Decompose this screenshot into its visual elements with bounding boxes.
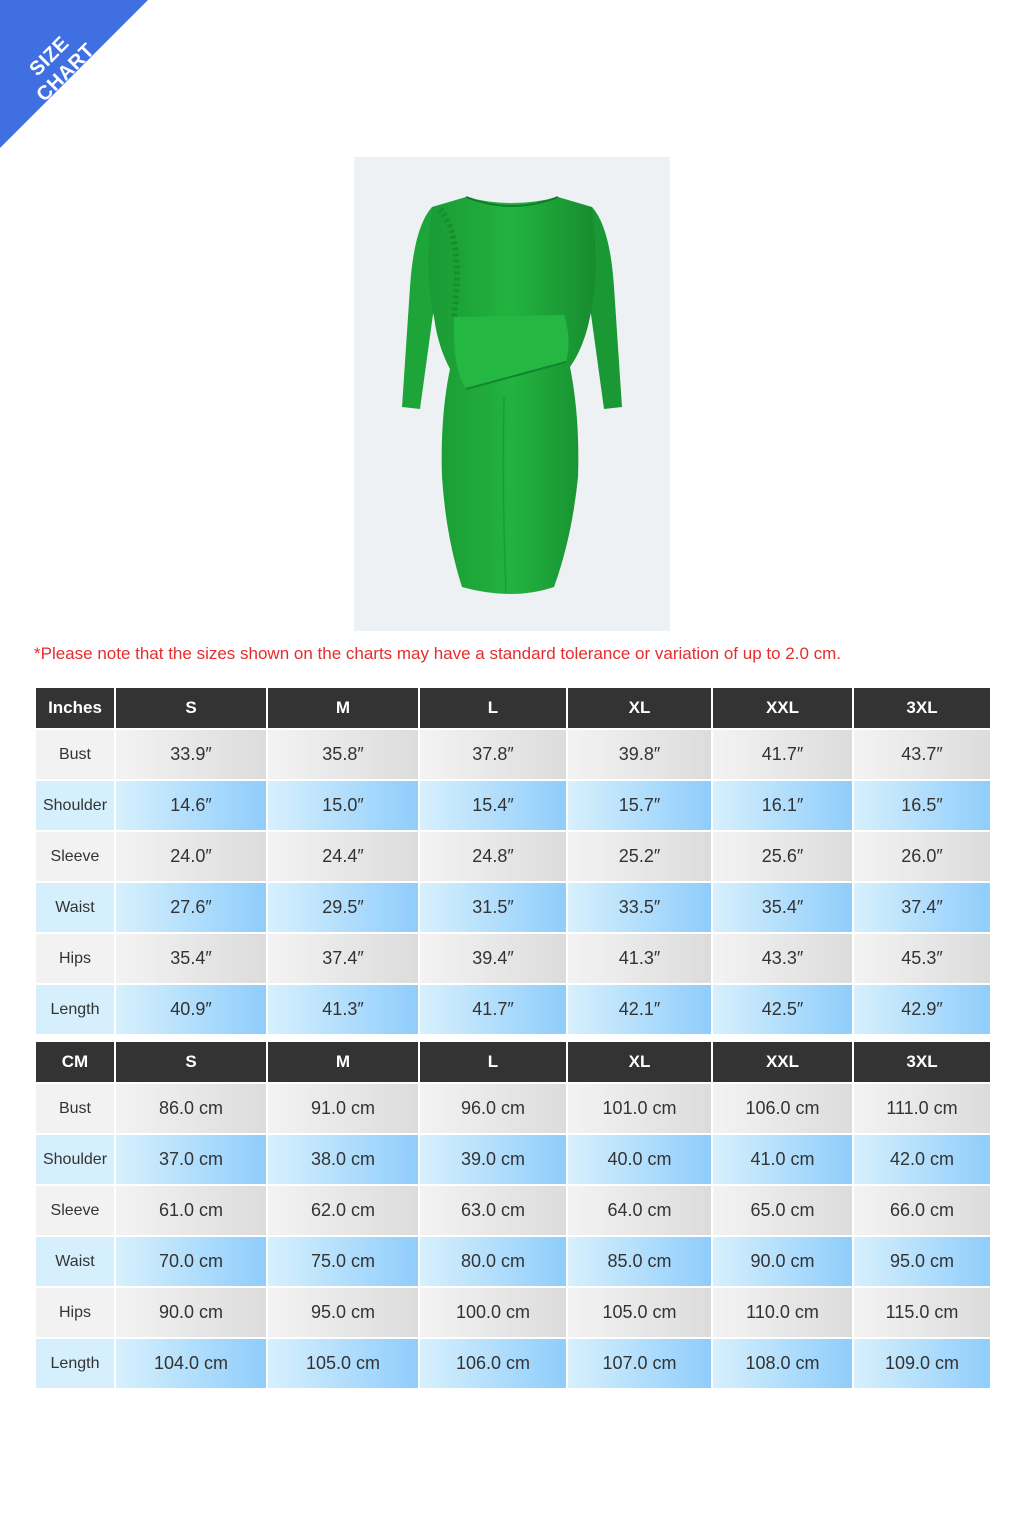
table-cell: 107.0 cm <box>568 1339 711 1390</box>
size-header-xl: XL <box>568 1042 711 1084</box>
table-cell: 80.0 cm <box>420 1237 566 1288</box>
row-label: Length <box>36 985 114 1036</box>
table-cell: 65.0 cm <box>713 1186 852 1237</box>
size-header-s: S <box>116 688 266 730</box>
row-label: Bust <box>36 1084 114 1135</box>
table-cell: 70.0 cm <box>116 1237 266 1288</box>
table-cell: 42.1″ <box>568 985 711 1036</box>
product-image <box>354 157 670 631</box>
table-row <box>36 1084 990 1135</box>
table-cell: 109.0 cm <box>854 1339 990 1390</box>
unit-header: CM <box>36 1042 114 1084</box>
table-cell: 15.7″ <box>568 781 711 832</box>
row-label: Bust <box>36 730 114 781</box>
table-cell: 85.0 cm <box>568 1237 711 1288</box>
table-cell: 95.0 cm <box>854 1237 990 1288</box>
table-header-row <box>36 688 990 730</box>
size-header-s: S <box>116 1042 266 1084</box>
table-row <box>36 832 990 883</box>
size-header-l: L <box>420 1042 566 1084</box>
unit-header: Inches <box>36 688 114 730</box>
table-cell: 37.8″ <box>420 730 566 781</box>
row-label: Waist <box>36 883 114 934</box>
table-cell: 43.7″ <box>854 730 990 781</box>
size-header-m: M <box>268 688 418 730</box>
table-cell: 41.7″ <box>713 730 852 781</box>
table-cell: 40.9″ <box>116 985 266 1036</box>
table-cell: 43.3″ <box>713 934 852 985</box>
table-cell: 39.8″ <box>568 730 711 781</box>
table-cell: 41.0 cm <box>713 1135 852 1186</box>
table-cell: 41.3″ <box>268 985 418 1036</box>
table-cell: 62.0 cm <box>268 1186 418 1237</box>
table-cell: 37.0 cm <box>116 1135 266 1186</box>
row-label: Shoulder <box>36 781 114 832</box>
size-header-xxl: XXL <box>713 688 852 730</box>
table-header-row <box>36 1042 990 1084</box>
table-row <box>36 781 990 832</box>
table-cell: 15.0″ <box>268 781 418 832</box>
tolerance-note: *Please note that the sizes shown on the charts may have a standard tolerance or variation of up to 2.0 cm. <box>34 644 842 663</box>
table-cell: 26.0″ <box>854 832 990 883</box>
table-cell: 16.1″ <box>713 781 852 832</box>
table-cell: 33.9″ <box>116 730 266 781</box>
row-label: Waist <box>36 1237 114 1288</box>
table-cell: 37.4″ <box>268 934 418 985</box>
table-cell: 35.8″ <box>268 730 418 781</box>
size-header-m: M <box>268 1042 418 1084</box>
row-label: Length <box>36 1339 114 1390</box>
table-cell: 45.3″ <box>854 934 990 985</box>
table-cell: 24.8″ <box>420 832 566 883</box>
table-cell: 27.6″ <box>116 883 266 934</box>
table-cell: 96.0 cm <box>420 1084 566 1135</box>
table-cell: 110.0 cm <box>713 1288 852 1339</box>
table-cell: 105.0 cm <box>268 1339 418 1390</box>
size-table-inches <box>34 688 992 1036</box>
table-cell: 37.4″ <box>854 883 990 934</box>
table-row <box>36 1288 990 1339</box>
table-cell: 31.5″ <box>420 883 566 934</box>
table-cell: 14.6″ <box>116 781 266 832</box>
table-cell: 75.0 cm <box>268 1237 418 1288</box>
size-header-l: L <box>420 688 566 730</box>
table-cell: 90.0 cm <box>713 1237 852 1288</box>
table-cell: 24.0″ <box>116 832 266 883</box>
table-cell: 15.4″ <box>420 781 566 832</box>
table-row <box>36 1135 990 1186</box>
table-cell: 39.4″ <box>420 934 566 985</box>
table-row <box>36 1339 990 1390</box>
table-cell: 40.0 cm <box>568 1135 711 1186</box>
size-chart-banner <box>0 0 150 150</box>
table-cell: 41.7″ <box>420 985 566 1036</box>
table-row <box>36 1186 990 1237</box>
row-label: Hips <box>36 934 114 985</box>
table-cell: 86.0 cm <box>116 1084 266 1135</box>
table-cell: 63.0 cm <box>420 1186 566 1237</box>
table-cell: 106.0 cm <box>713 1084 852 1135</box>
table-cell: 25.6″ <box>713 832 852 883</box>
table-cell: 33.5″ <box>568 883 711 934</box>
table-cell: 61.0 cm <box>116 1186 266 1237</box>
table-cell: 25.2″ <box>568 832 711 883</box>
table-cell: 24.4″ <box>268 832 418 883</box>
row-label: Sleeve <box>36 1186 114 1237</box>
size-header-3xl: 3XL <box>854 688 990 730</box>
table-row <box>36 883 990 934</box>
table-cell: 111.0 cm <box>854 1084 990 1135</box>
table-cell: 41.3″ <box>568 934 711 985</box>
row-label: Shoulder <box>36 1135 114 1186</box>
table-cell: 16.5″ <box>854 781 990 832</box>
table-cell: 42.0 cm <box>854 1135 990 1186</box>
table-cell: 104.0 cm <box>116 1339 266 1390</box>
table-cell: 35.4″ <box>116 934 266 985</box>
table-cell: 95.0 cm <box>268 1288 418 1339</box>
banner-label: SIZE CHART <box>25 32 100 107</box>
table-cell: 39.0 cm <box>420 1135 566 1186</box>
table-cell: 115.0 cm <box>854 1288 990 1339</box>
table-row <box>36 934 990 985</box>
table-cell: 64.0 cm <box>568 1186 711 1237</box>
table-cell: 38.0 cm <box>268 1135 418 1186</box>
table-cell: 105.0 cm <box>568 1288 711 1339</box>
table-cell: 100.0 cm <box>420 1288 566 1339</box>
table-cell: 42.5″ <box>713 985 852 1036</box>
row-label: Sleeve <box>36 832 114 883</box>
size-header-3xl: 3XL <box>854 1042 990 1084</box>
table-cell: 90.0 cm <box>116 1288 266 1339</box>
table-cell: 35.4″ <box>713 883 852 934</box>
table-cell: 108.0 cm <box>713 1339 852 1390</box>
table-cell: 42.9″ <box>854 985 990 1036</box>
table-row <box>36 730 990 781</box>
table-cell: 106.0 cm <box>420 1339 566 1390</box>
table-cell: 29.5″ <box>268 883 418 934</box>
size-header-xl: XL <box>568 688 711 730</box>
table-cell: 66.0 cm <box>854 1186 990 1237</box>
size-table-cm <box>34 1042 992 1390</box>
row-label: Hips <box>36 1288 114 1339</box>
table-row <box>36 1237 990 1288</box>
table-row <box>36 985 990 1036</box>
size-header-xxl: XXL <box>713 1042 852 1084</box>
table-cell: 91.0 cm <box>268 1084 418 1135</box>
table-cell: 101.0 cm <box>568 1084 711 1135</box>
green-dress-icon <box>354 157 670 631</box>
